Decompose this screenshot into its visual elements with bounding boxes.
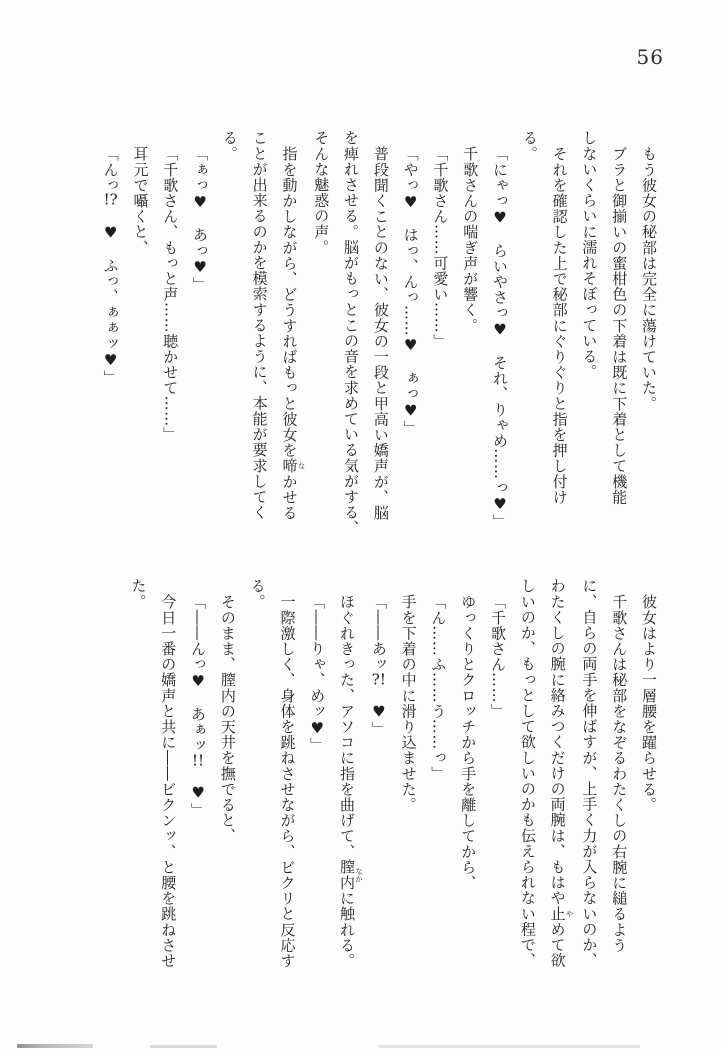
horizontal-in-vertical-text: !? (103, 192, 118, 208)
text-line: ブラと御揃いの蜜柑色の下着は既に下着として機能 (610, 145, 629, 505)
text-line: に、自らの両手を伸ばすが、上手く力が入らないのか、 (580, 578, 599, 968)
text-line: 「――りゃ、めッ♥」 (308, 593, 327, 753)
text-line: それを確認した上で秘部にぐりぐりと指を押し付け (550, 145, 569, 505)
text-line: る。 (248, 578, 267, 610)
text-line: 「千歌さん……」 (489, 593, 508, 719)
text-line: 手を下着の中に滑り込ませた。 (399, 593, 418, 812)
text-line: 彼女はより一層腰を躍らせる。 (640, 593, 658, 812)
text-line: そのまま、膣内の天井を撫でると、 (218, 593, 237, 844)
text-line: 耳元で囁くと、 (131, 145, 150, 255)
furigana-ruby: 止や (548, 905, 575, 922)
text-line: を痺れさせる。脳がもっとこの音を求めている気がする、 (342, 130, 361, 536)
text-tier-bottom (123, 578, 663, 998)
page-number: 56 (636, 45, 664, 69)
text-line: る。 (520, 130, 539, 162)
text-line: ゆっくりとクロッチから手を離してから、 (459, 593, 478, 890)
horizontal-in-vertical-text: !! (192, 752, 205, 768)
text-line: しいのか、もっとして欲しいのかも伝えられない程で、 (518, 578, 537, 968)
text-line: 今日一番の嬌声と共に――ビクンッ、と腰を跳ねさせ (159, 593, 178, 968)
text-line: 普段聞くことのない、彼女の一段と甲高い嬌声が、脳 (371, 145, 390, 520)
text-line: 「やっ♥ はっ、んっ……♥ ぁっ♥」 (401, 145, 420, 436)
scan-artifact (150, 1045, 217, 1048)
text-line: 「――あッ?! ♥」 (369, 593, 388, 737)
text-line: 「にゃっ♥ らいやさっ♥ それ、りゃめ……っ♥」 (491, 145, 510, 529)
text-line: る。 (220, 130, 239, 162)
text-line: た。 (129, 578, 148, 610)
text-line: わたくしの腕に絡みつくだけの両腕は、もはや止やめて欲 (548, 578, 575, 969)
text-line: 「ん……ふ……う……っ」 (429, 593, 448, 781)
scan-artifact (378, 1045, 640, 1048)
text-line: 「――んっ♥ あぁッ!! ♥」 (189, 593, 208, 818)
text-tier-top (95, 130, 663, 544)
text-line: ことが出来るのかを模索するように、本能が要求してく (250, 130, 269, 520)
text-line: ほぐれきった、アソコに指を曲げて、膣内なかに触れる。 (338, 593, 364, 968)
text-line: そんな魅惑の声。 (312, 130, 331, 255)
text-line: 「千歌さん……可愛い……」 (431, 145, 450, 349)
text-line: もう彼女の秘部は完全に蕩けていた。 (640, 145, 658, 411)
furigana-ruby: 膣内なか (338, 858, 364, 890)
furigana-ruby: 啼な (280, 457, 306, 474)
text-line: 千歌さんの喘ぎ声が響く。 (461, 145, 480, 333)
scan-artifact (17, 1044, 93, 1048)
text-line: 千歌さんは秘部をなぞるわたくしの右腕に縋るよう (610, 593, 629, 953)
horizontal-in-vertical-text: ?! (371, 671, 386, 687)
text-line: 「千歌さん、もっと声……聴かせて……」 (161, 145, 180, 442)
text-line: 指を動かしながら、どうすればもっと彼女を啼なかせる (280, 145, 306, 521)
text-line: 「ぁっ♥ あっ♥」 (191, 145, 210, 292)
text-line: しないくらいに濡れそぼっている。 (580, 130, 599, 380)
text-line: 一際激しく、身体を跳ねさせながら、ビクリと反応す (278, 593, 297, 968)
text-line: 「んっ!? ♥ ふっ、ぁぁッ♥」 (101, 145, 120, 386)
